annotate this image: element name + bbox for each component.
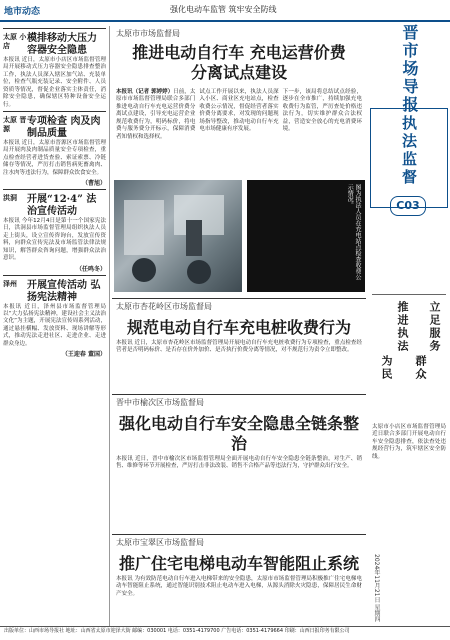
photo-area [112, 180, 366, 296]
left-article-title: 专项检查 肉及肉制品质量 [27, 115, 101, 139]
article-headline: 强化电动自行车安全隐患全链条整治 [118, 414, 359, 453]
article-column: 试点工作开展以来，执法人员深入小区、商业区充电站点，检查收费公示情况，督促经营者落实价费分离要求，对发现的问题现场指导整改，推动电动自行车充电市场健康有序发展。 [199, 89, 279, 133]
section-label: 地市动态 [4, 7, 41, 17]
article-body: 日前，太原市市场监督管理局联合多部门推进电动自行车充电运营价费分离试点建设，引导充电运营企业规范收费行为，明码标价，将电费与服务费分开标示，保障消费者知情权和选择权。 [116, 89, 196, 140]
left-article-text: 本报讯 今年12月4日是第十一个国家宪法日，洪洞县市场监督管理局组织执法人员走上街头，设立宣传咨询台，发放宣传资料，向群众宣传宪法及市场监管法律法规知识，解答群众咨询问题，增强群众法治意识。 [3, 218, 106, 262]
article-body: 本报讯 近日，太原市杏花岭区市场监督管理局开展电动自行车充电桩收费行为专项检查，重点检查经营者是否明码标价、是否存在价外加价、是否执行价费分离等情况，对不规范行为责令立即整改。 [116, 340, 362, 354]
footer [0, 626, 450, 640]
news-photo [114, 180, 242, 292]
left-article-4 [0, 273, 109, 359]
article-headline: 推进电动自行车 充电运营价费分离试点建设 [132, 43, 346, 82]
article-source: 太原市杏花岭区市场监督局 [116, 302, 212, 311]
page-slogan: 强化电动车监管 筑牢安全防线 [170, 5, 277, 14]
side-slogan-col: 推进执法 [396, 301, 409, 353]
left-article-tag: 太原 晋源 [3, 115, 27, 134]
footer-text: 出版单位：山西市场导报社 地址：山西省太原市迎泽大街 邮编：030001 电话：0351-4179700 广告电话：0351-4179664 印刷：山西日报印务有限公司 [4, 628, 350, 634]
left-article-author: （王迎春 董国） [61, 351, 106, 359]
left-column [0, 26, 110, 626]
left-article-text: 本报讯 近日，太原市小店区市场监督管理局开展移动式压力容器安全隐患排查整治工作，执法人员深入辖区加气站、充装单位，检查气瓶充装记录、安全附件、人员资质等情况，督促企业落实主体责任，消除安全隐患，确保辖区特种设备安全运行。 [3, 57, 106, 108]
article-body: 本报讯 近日，晋中市榆次区市场监督管理局全面开展电动自行车安全隐患全链条整治，对生产、销售、维修等环节开展检查，严厉打击非法改装、销售不合格产品等违法行为，守护群众出行安全。 [116, 456, 362, 470]
photo-illustration [114, 180, 242, 292]
section-banner [370, 108, 448, 208]
left-article-3 [0, 187, 109, 273]
left-article-text: 本报讯 近日，泽州县市场监督管理局以“大力弘扬宪法精神，建设社会主义法治文化”为主题，开展宪法宣传周系列活动，通过悬挂横幅、发放资料、现场讲解等形式，推动宪法走进社区、走进企业、走进群众身边。 [3, 303, 106, 347]
main-column [112, 26, 366, 624]
left-article-author: （曹旭） [81, 180, 106, 188]
article-3 [112, 394, 366, 534]
side-slogan-col: 为民 [380, 355, 393, 381]
article-4 [112, 534, 366, 624]
article-2 [112, 298, 366, 394]
article-column: 下一步，该局将总结试点经验，逐步在全市推广，持续加强充电收费行为监管，严厉查处价格违法行为，切实维护群众合法权益，营造安全放心的充电消费环境。 [282, 89, 362, 133]
left-article-tag: 洪洞 [3, 194, 17, 203]
article-source: 太原市市场监督局 [116, 29, 180, 38]
section-banner-title: 执法监督 [400, 115, 418, 187]
issue-date: 2024年11月21日 星期四 [373, 554, 380, 623]
article-1 [112, 26, 366, 180]
left-article-title: 模排移动大压力 容器安全隐患 [27, 33, 97, 56]
left-article-1 [0, 26, 109, 109]
article-source: 晋中市榆次区市场监督局 [116, 398, 204, 407]
left-article-tag: 泽州 [3, 279, 17, 288]
article-byline: 本报讯（记者 郭婷婷） [116, 89, 174, 95]
article-column [116, 89, 195, 141]
top-bar [0, 0, 450, 22]
side-slogan-col: 立足服务 [428, 301, 441, 353]
article-body: 本报讯 为有效防范电动自行车进入电梯带来的安全隐患，太原市市场监督管理局积极推广住宅电梯电动车智能阻止系统，通过智能识别技术阻止电动车进入电梯，从源头消除火灾隐患，保障居民生命财产安全。 [116, 576, 362, 597]
article-source: 太原市宝翠区市场监督局 [116, 538, 204, 547]
left-article-tag: 太原 小店 [3, 33, 27, 51]
right-article-text: 太原市小店区市场监督管理局近日联合多部门开展电动自行车安全隐患排查，依法查处违规经营行为，筑牢辖区安全防线。 [372, 424, 446, 460]
left-article-text: 本报讯 近日，太原市晋源区市场监督管理局开展肉及肉制品质量安全专项检查，重点检查经营者进货查验、索证索票、冷链储存等情况，严厉打击销售病死畜禽肉、注水肉等违法行为，保障群众饮食安全。 [3, 139, 106, 176]
photo-caption-box [247, 180, 365, 292]
side-slogan [372, 294, 446, 404]
photo-caption: 图为执法人员在充电站点检查收费公示情况。 [346, 184, 361, 280]
article-headline: 推广住宅电梯电动车智能阻止系统 [118, 554, 359, 573]
right-column [368, 24, 450, 640]
article-headline: 规范电动自行车充电桩收费行为 [126, 318, 351, 337]
left-article-title: 开展“12·4” 法治宣传活动 [27, 194, 97, 218]
page-number: C03 [390, 196, 426, 216]
side-slogan-col: 群众 [414, 355, 427, 381]
newspaper-masthead: 晋市场导报 [400, 24, 419, 114]
left-article-title: 开展宣传活动 弘扬宪法精神 [27, 279, 101, 303]
left-article-author: （任鸣冬） [75, 265, 106, 273]
left-article-2 [0, 109, 109, 187]
